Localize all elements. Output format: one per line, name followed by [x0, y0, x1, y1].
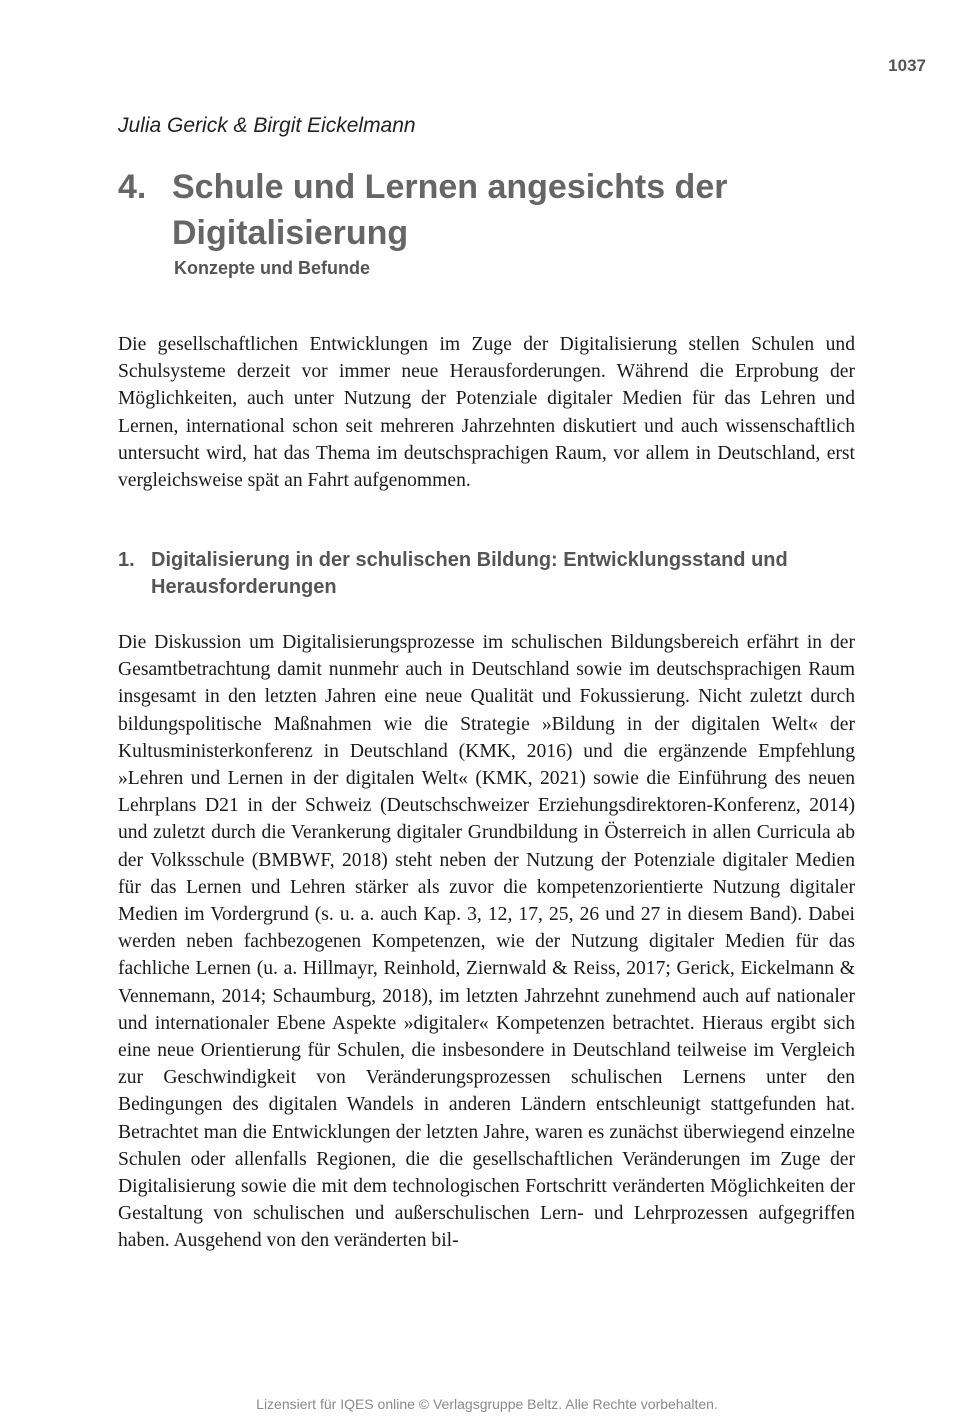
chapter-number: 4.: [118, 168, 147, 206]
chapter-subtitle: Konzepte und Befunde: [174, 258, 370, 278]
chapter-authors: Julia Gerick & Birgit Eickelmann: [118, 114, 416, 137]
section-heading: [118, 547, 868, 601]
license-footer: Lizensiert für IQES online © Verlagsgruppe Beltz. Alle Rechte vorbehalten.: [256, 1396, 718, 1412]
chapter-title: Schule und Lernen angesichts der Digitalisierung: [172, 168, 728, 252]
body-paragraph: Die Diskussion um Digitalisierungsprozesse im schulischen Bildungsbereich erfährt in der Gesamtbetrachtung damit nunmehr auch in Deutschland sowie im deutschsprachigen Raum insgesamt in den letzten Jahren eine neue Qualität und Fokussierung. Nicht zuletzt durch bildungspolitische Maßnahmen wie die Strategie »Bildung in der digitalen Welt« der Kultusministerkonferenz in Deutschland (KMK, 2016) und die ergänzende Empfehlung »Lehren und Lernen in der digitalen Welt« (KMK, 2021) sowie die Einführung des neuen Lehrplans D21 in der Schweiz (Deutschschweizer Erziehungsdirektoren-Konferenz, 2014) und zuletzt durch die Verankerung digitaler Grundbildung in Österreich in allen Curricula ab der Volksschule (BMBWF, 2018) steht neben der Nutzung der Potenziale digitaler Medien für das Lernen und Lehren stärker als zuvor die kompetenzorientierte Nutzung digitaler Medien im Vordergrund (s. u. a. auch Kap. 3, 12, 17, 25, 26 und 27 in diesem Band). Dabei werden neben fachbezogenen Kompetenzen, wie der Nutzung digitaler Medien für das fachliche Lernen (u. a. Hillmayr, Reinhold, Ziernwald & Reiss, 2017; Gerick, Eickelmann & Vennemann, 2014; Schaumburg, 2018), im letzten Jahrzehnt zunehmend auch auf nationaler und internationaler Ebene Aspekte »digitaler« Kompetenzen betrachtet. Hieraus ergibt sich eine neue Orientierung für Schulen, die insbesondere in Deutschland teilweise im Vergleich zur Geschwindigkeit von Veränderungsprozessen schulischen Lernens unter den Bedingungen des digitalen Wandels in anderen Ländern entschleunigt stattgefunden hat. Betrachtet man die Entwicklungen der letzten Jahre, waren es zunächst überwiegend einzelne Schulen oder allenfalls Regionen, die die gesellschaftlichen Veränderungen im Zuge der Digitalisierung sowie die mit dem technologischen Fortschritt veränderten Möglichkeiten der Gestaltung von schulischen und außerschulischen Lern- und Lehrprozessen aufgegriffen haben. Ausgehend von den veränderten bil-: [118, 632, 855, 1252]
page-number: 1037: [888, 56, 926, 75]
section-title: Digitalisierung in der schulischen Bildung: Entwicklungsstand und Herausforderungen: [151, 549, 788, 598]
section-number: 1.: [118, 549, 135, 571]
chapter-heading: [118, 164, 878, 256]
intro-paragraph: Die gesellschaftlichen Entwicklungen im Zuge der Digitalisierung stellen Schulen und Schulsysteme derzeit vor immer neue Herausforderungen. Während die Erprobung der Möglichkeiten, auch unter Nutzung der Potenziale digitaler Medien für das Lehren und Lernen, international schon seit mehreren Jahrzehnten diskutiert und auch wissenschaftlich untersucht wird, hat das Thema im deutschsprachigen Raum, vor allem in Deutschland, erst vergleichsweise spät an Fahrt aufgenommen.: [118, 334, 855, 492]
